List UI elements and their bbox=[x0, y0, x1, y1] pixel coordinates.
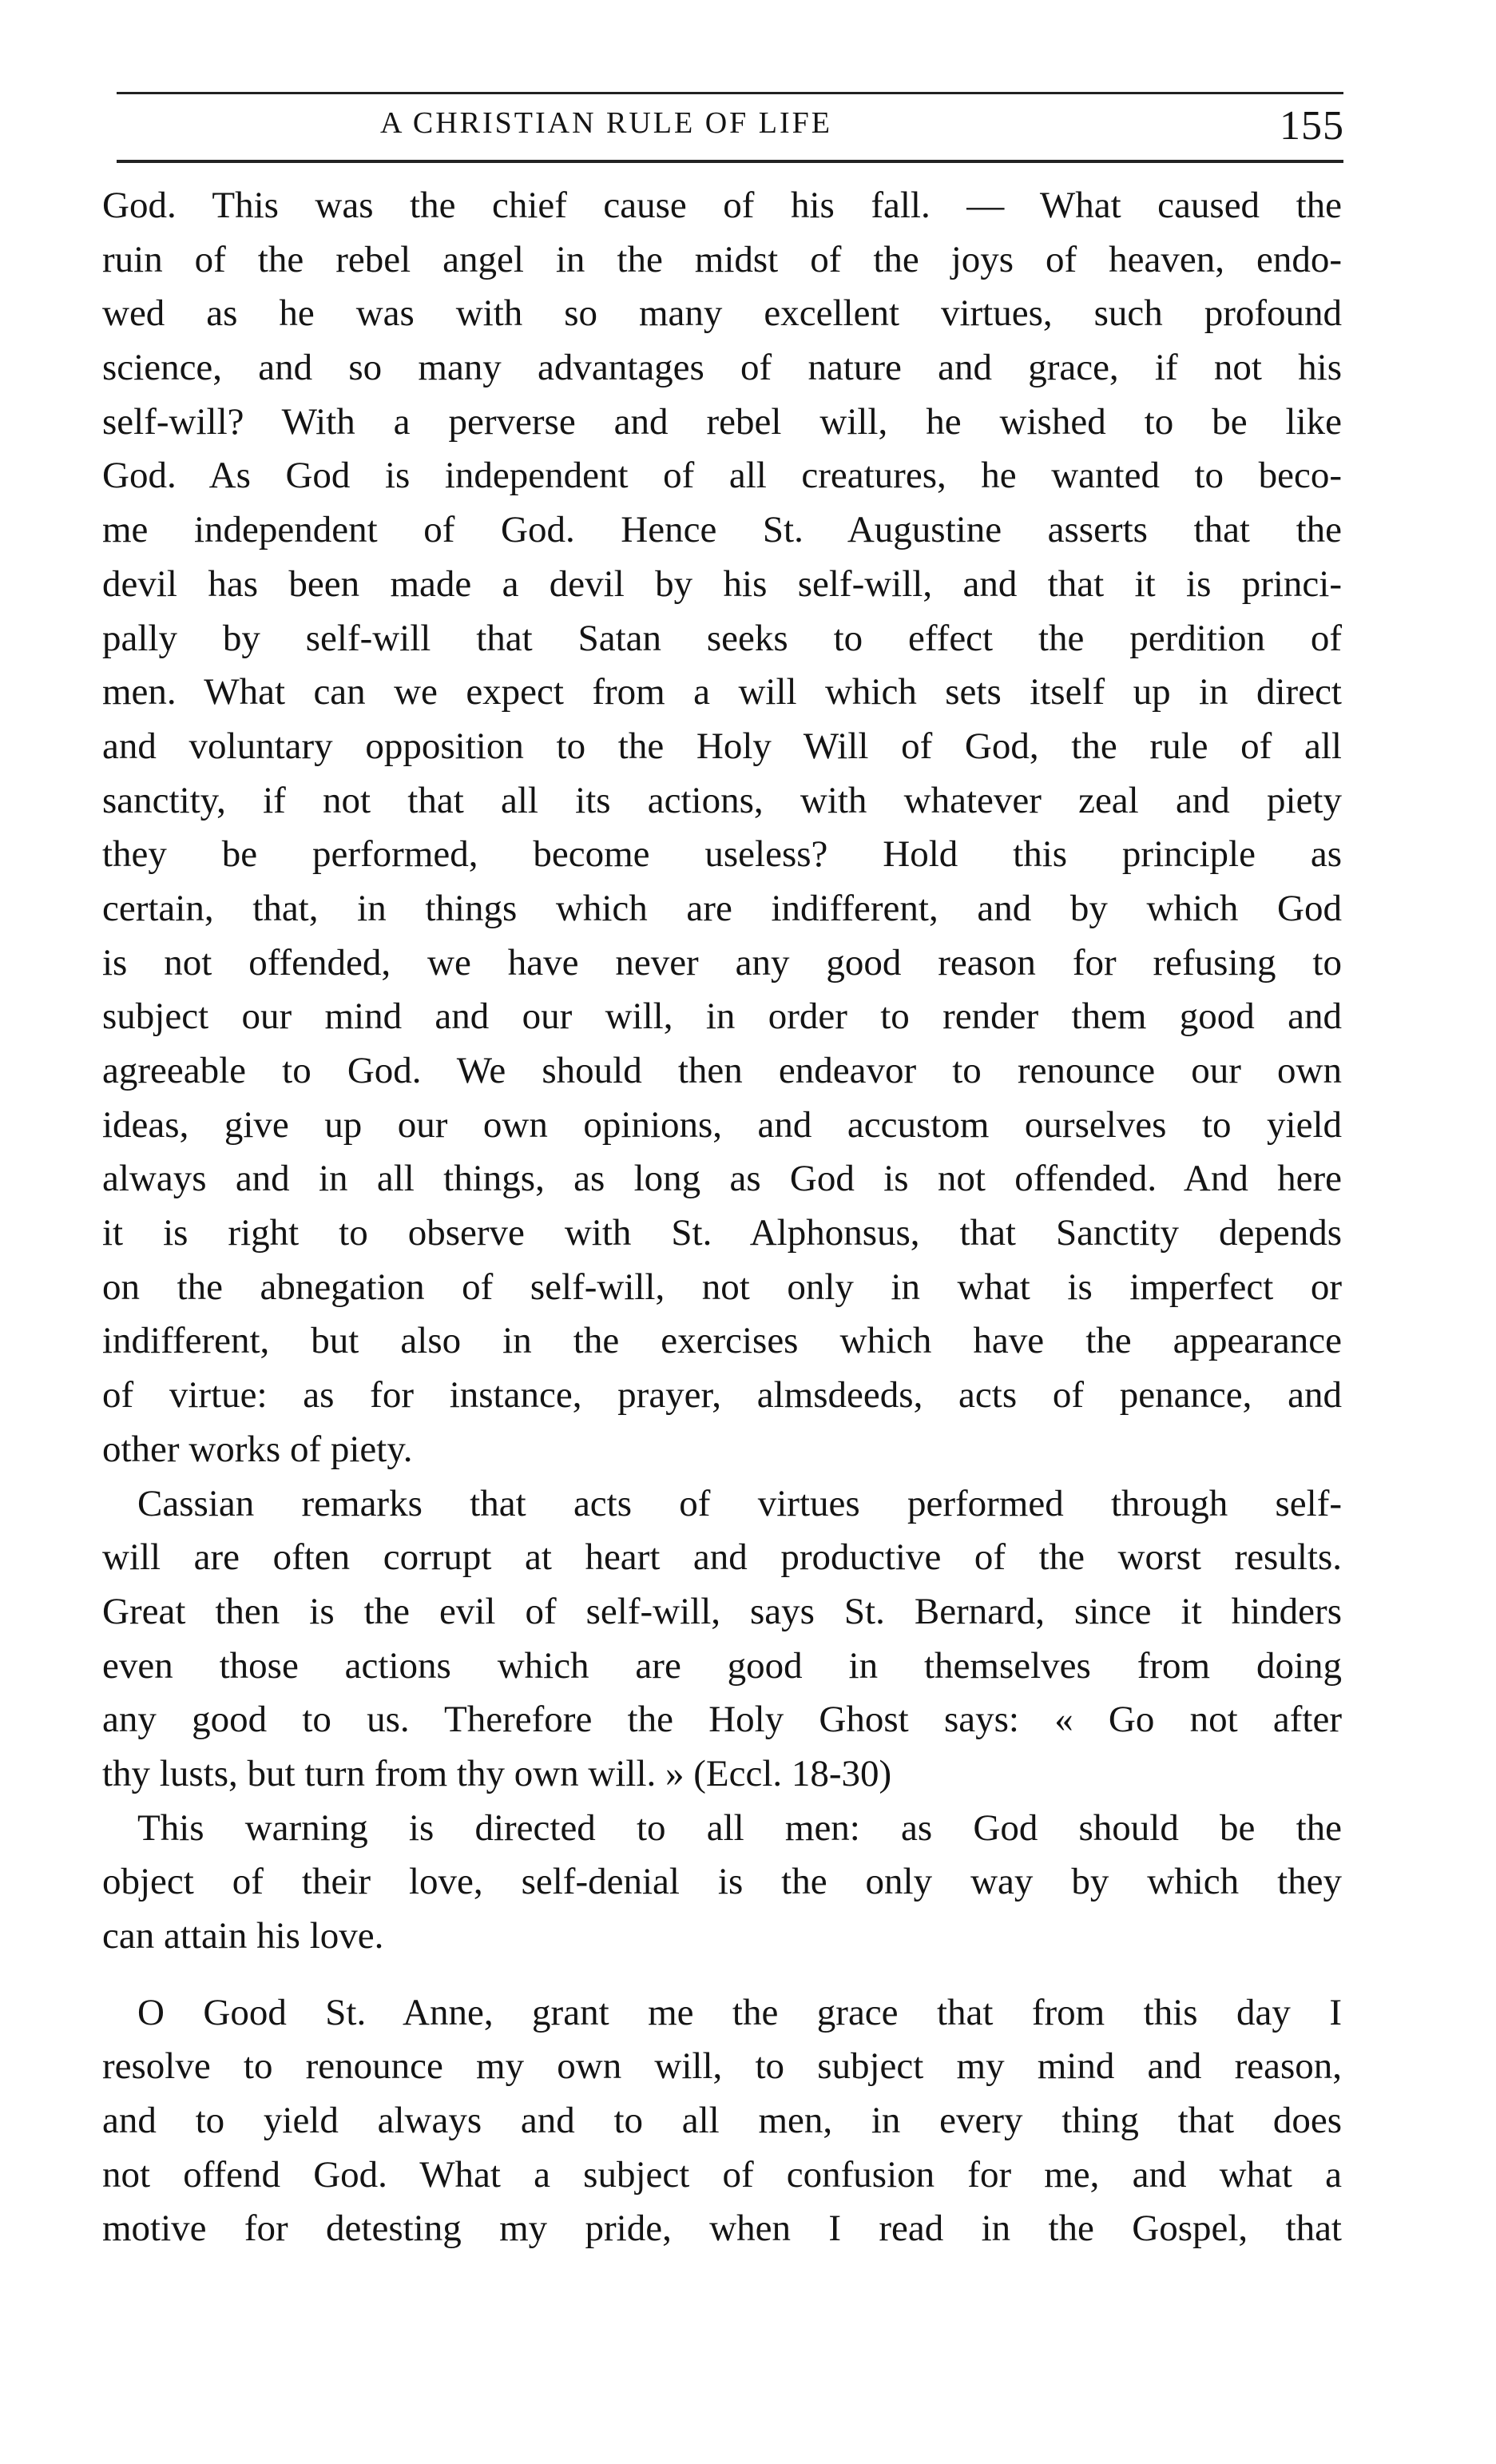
paragraph-gap bbox=[102, 1964, 1342, 1986]
text-line: pally by self-will that Satan seeks to effect the perdition of bbox=[102, 617, 1342, 659]
text-line: not offend God. What a subject of confusion for me, and what a bbox=[102, 2153, 1342, 2196]
text-line: wed as he was with so many excellent virtues, such profound bbox=[102, 292, 1342, 335]
text-line: always and in all things, as long as God is not offended. And here bbox=[102, 1158, 1342, 1200]
text-line: of virtue: as for instance, prayer, almsdeeds, acts of penance, and bbox=[102, 1374, 1342, 1417]
text-line: This warning is directed to all men: as God should be the bbox=[137, 1806, 1342, 1849]
text-line: ideas, give up our own opinions, and accustom ourselves to yield bbox=[102, 1103, 1342, 1146]
header-rule-bottom bbox=[117, 160, 1343, 163]
text-line: motive for detesting my pride, when I read in the Gospel, that bbox=[102, 2208, 1342, 2250]
text-line: any good to us. Therefore the Holy Ghost says: « Go not after bbox=[102, 1699, 1342, 1741]
text-line: thy lusts, but turn from thy own will. » (Eccl. 18-30) bbox=[102, 1752, 892, 1794]
text-line: on the abnegation of self-will, not only in what is imperfect or bbox=[102, 1266, 1342, 1308]
text-line: certain, that, in things which are indifferent, and by which God bbox=[102, 887, 1342, 929]
paragraph-3 bbox=[102, 1802, 1342, 1964]
text-line: God. This was the chief cause of his fall. — What caused the bbox=[102, 185, 1342, 226]
header-rule-top bbox=[117, 92, 1343, 94]
text-line: Great then is the evil of self-will, says St. Bernard, since it hinders bbox=[102, 1590, 1342, 1632]
text-line: it is right to observe with St. Alphonsus, that Sanctity depends bbox=[102, 1212, 1342, 1254]
text-line: ruin of the rebel angel in the midst of the joys of heaven, endo- bbox=[102, 238, 1342, 280]
text-line: me independent of God. Hence St. Augustine asserts that the bbox=[102, 509, 1342, 551]
text-line: devil has been made a devil by his self-will, and that it is princi- bbox=[102, 562, 1342, 605]
text-line: agreeable to God. We should then endeavor to renounce our own bbox=[102, 1050, 1342, 1091]
text-line: will are often corrupt at heart and productive of the worst results. bbox=[102, 1536, 1342, 1579]
text-line: indifferent, but also in the exercises which have the appearance bbox=[102, 1320, 1342, 1362]
text-line: is not offended, we have never any good reason for refusing to bbox=[102, 941, 1342, 984]
text-line: God. As God is independent of all creatures, he wanted to beco- bbox=[102, 455, 1342, 497]
text-line: can attain his love. bbox=[102, 1915, 384, 1957]
text-line: even those actions which are good in themselves from doing bbox=[102, 1644, 1342, 1687]
paragraph-1 bbox=[102, 179, 1342, 1477]
text-line: they be performed, become useless? Hold this principle as bbox=[102, 833, 1342, 876]
text-line: and voluntary opposition to the Holy Will of God, the rule of all bbox=[102, 725, 1342, 767]
text-line: subject our mind and our will, in order to render them good and bbox=[102, 996, 1342, 1038]
text-line: object of their love, self-denial is the only way by which they bbox=[102, 1861, 1342, 1903]
text-line: sanctity, if not that all its actions, with whatever zeal and piety bbox=[102, 779, 1342, 821]
text-line: self-will? With a perverse and rebel will, he wished to be like bbox=[102, 400, 1342, 443]
body-text bbox=[102, 179, 1342, 2256]
text-line: resolve to renounce my own will, to subject my mind and reason, bbox=[102, 2045, 1342, 2088]
text-line: other works of piety. bbox=[102, 1428, 413, 1470]
text-line: men. What can we expect from a will which sets itself up in direct bbox=[102, 671, 1342, 713]
page-number: 155 bbox=[1280, 103, 1344, 149]
running-title: A CHRISTIAN RULE OF LIFE bbox=[380, 106, 833, 140]
text-line: science, and so many advantages of nature and grace, if not his bbox=[102, 347, 1342, 389]
text-line: O Good St. Anne, grant me the grace that from this day I bbox=[137, 1991, 1342, 2033]
paragraph-4 bbox=[102, 1986, 1342, 2256]
text-line: Cassian remarks that acts of virtues performed through self- bbox=[137, 1482, 1342, 1524]
text-line: and to yield always and to all men, in every thing that does bbox=[102, 2100, 1342, 2142]
paragraph-2 bbox=[102, 1477, 1342, 1802]
